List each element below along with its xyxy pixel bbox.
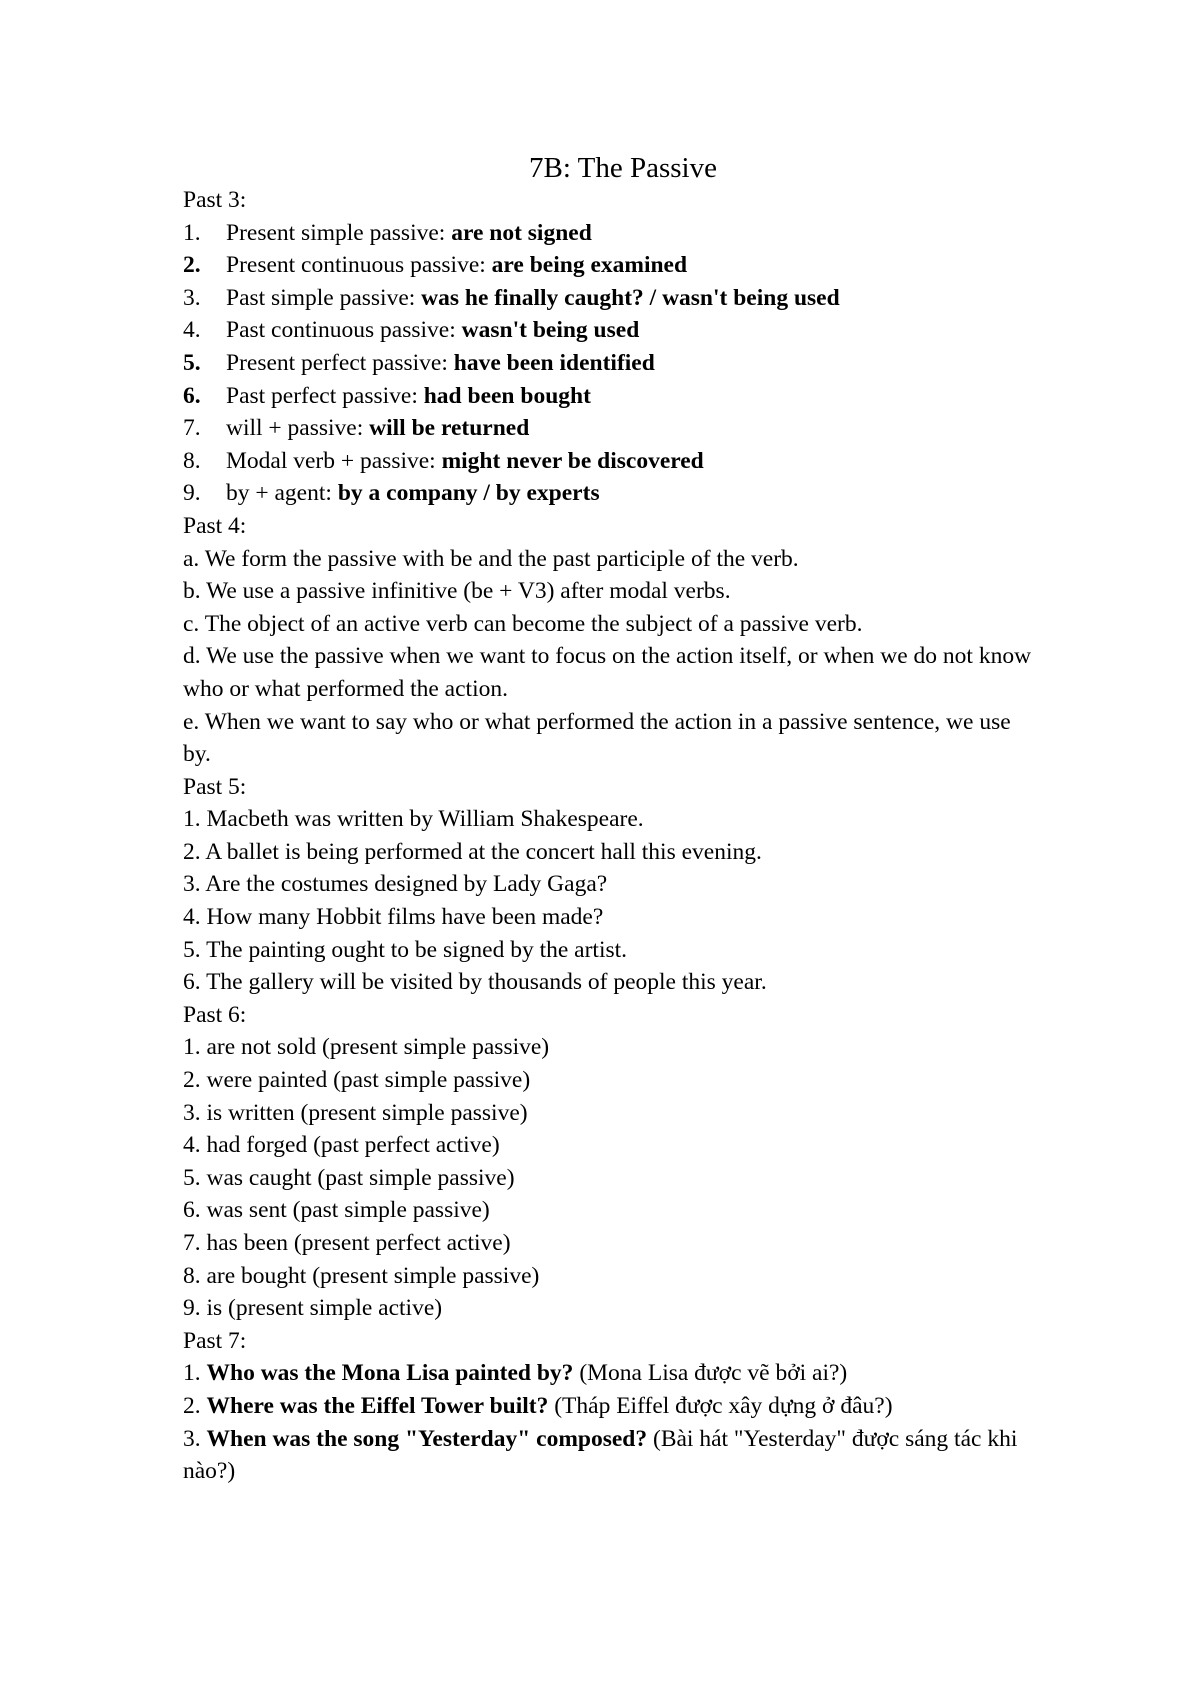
item-number: 7. xyxy=(183,415,201,442)
document-title: 7B: The Passive xyxy=(529,152,717,184)
item-number: 3. xyxy=(183,284,201,311)
item-label: by + agent: xyxy=(226,480,338,507)
item-answer: are not signed xyxy=(451,219,592,246)
past-4-item: d. We use the passive when we want to focus on the action itself, or when we do not know who or what performed the action. xyxy=(183,643,1032,702)
item-label: Past perfect passive: xyxy=(226,382,424,409)
item-answer: was he finally caught? / wasn't being used xyxy=(421,284,840,311)
past-6-item: 6. was sent (past simple passive) xyxy=(183,1197,490,1224)
past-4-item: a. We form the passive with be and the past participle of the verb. xyxy=(183,545,799,572)
past-5-item: 1. Macbeth was written by William Shakespeare. xyxy=(183,806,644,833)
past-6-list xyxy=(183,1031,1043,1324)
past-3-item xyxy=(183,412,1043,445)
item-translation: (Bài hát "Yesterday" được sáng tác khi nào?) xyxy=(183,1425,1018,1485)
past-3-item xyxy=(183,347,1043,380)
item-answer: will be returned xyxy=(369,415,530,442)
item-number: 6. xyxy=(183,382,201,409)
past-5-item: 5. The painting ought to be signed by the artist. xyxy=(183,936,628,963)
section-heading-past-4: Past 4: xyxy=(183,512,247,539)
item-label: Past continuous passive: xyxy=(226,317,462,344)
past-7-item xyxy=(183,1423,1043,1488)
item-number: 1. xyxy=(183,1360,207,1387)
item-number: 9. xyxy=(183,480,201,507)
section-heading-past-7: Past 7: xyxy=(183,1327,247,1354)
past-7-item xyxy=(183,1357,1043,1390)
item-answer: are being examined xyxy=(491,252,688,279)
item-question: Who was the Mona Lisa painted by? xyxy=(206,1360,574,1387)
item-label: Present perfect passive: xyxy=(226,349,454,376)
past-6-item: 3. is written (present simple passive) xyxy=(183,1099,528,1126)
past-3-item xyxy=(183,282,1043,315)
item-translation: (Mona Lisa được vẽ bởi ai?) xyxy=(573,1360,848,1387)
item-label: Past simple passive: xyxy=(226,284,422,311)
item-number: 8. xyxy=(183,447,201,474)
past-7-item xyxy=(183,1390,1043,1423)
item-label: Modal verb + passive: xyxy=(226,447,442,474)
item-number: 2. xyxy=(183,1392,207,1419)
item-answer: have been identified xyxy=(453,349,655,376)
past-5-item: 3. Are the costumes designed by Lady Gaga? xyxy=(183,871,608,898)
past-3-item xyxy=(183,314,1043,347)
section-heading-past-6: Past 6: xyxy=(183,1001,247,1028)
section-heading-past-5: Past 5: xyxy=(183,773,247,800)
past-3-item xyxy=(183,445,1043,478)
past-4-item: c. The object of an active verb can become the subject of a passive verb. xyxy=(183,610,863,637)
past-3-item xyxy=(183,477,1043,510)
item-number: 4. xyxy=(183,317,201,344)
item-label: will + passive: xyxy=(226,415,370,442)
past-5-item: 2. A ballet is being performed at the concert hall this evening. xyxy=(183,838,762,865)
past-5-list xyxy=(183,803,1043,999)
item-label: Present continuous passive: xyxy=(226,252,492,279)
past-6-item: 8. are bought (present simple passive) xyxy=(183,1262,540,1289)
past-5-item: 4. How many Hobbit films have been made? xyxy=(183,904,604,931)
past-6-item: 5. was caught (past simple passive) xyxy=(183,1164,515,1191)
past-3-item xyxy=(183,217,1043,250)
past-6-item: 2. were painted (past simple passive) xyxy=(183,1067,531,1094)
past-6-item: 4. had forged (past perfect active) xyxy=(183,1132,500,1159)
past-7-list xyxy=(183,1357,1043,1487)
item-question: Where was the Eiffel Tower built? xyxy=(206,1392,549,1419)
past-3-item xyxy=(183,249,1043,282)
item-answer: by a company / by experts xyxy=(337,480,600,507)
item-answer: had been bought xyxy=(423,382,591,409)
item-number: 1. xyxy=(183,219,201,246)
past-3-item xyxy=(183,380,1043,413)
past-6-item: 7. has been (present perfect active) xyxy=(183,1230,511,1256)
item-number: 5. xyxy=(183,349,201,376)
past-6-item: 9. is (present simple active) xyxy=(183,1295,443,1322)
past-4-item: b. We use a passive infinitive (be + V3) after modal verbs. xyxy=(183,578,731,605)
past-6-item: 1. are not sold (present simple passive) xyxy=(183,1034,550,1061)
past-3-list xyxy=(183,217,1043,510)
section-heading-past-3: Past 3: xyxy=(183,187,247,213)
past-4-item: e. When we want to say who or what performed the action in a passive sentence, we use by. xyxy=(183,708,1011,768)
item-answer: might never be discovered xyxy=(441,447,704,474)
item-translation: (Tháp Eiffel được xây dựng ở đâu?) xyxy=(548,1392,893,1419)
item-number: 3. xyxy=(183,1425,207,1452)
item-answer: wasn't being used xyxy=(461,317,640,344)
item-label: Present simple passive: xyxy=(226,219,452,246)
document-page xyxy=(183,148,1043,1488)
past-4-list xyxy=(183,543,1043,771)
item-number: 2. xyxy=(183,252,201,279)
past-5-item: 6. The gallery will be visited by thousands of people this year. xyxy=(183,969,767,996)
item-question: When was the song "Yesterday" composed? xyxy=(206,1425,648,1452)
